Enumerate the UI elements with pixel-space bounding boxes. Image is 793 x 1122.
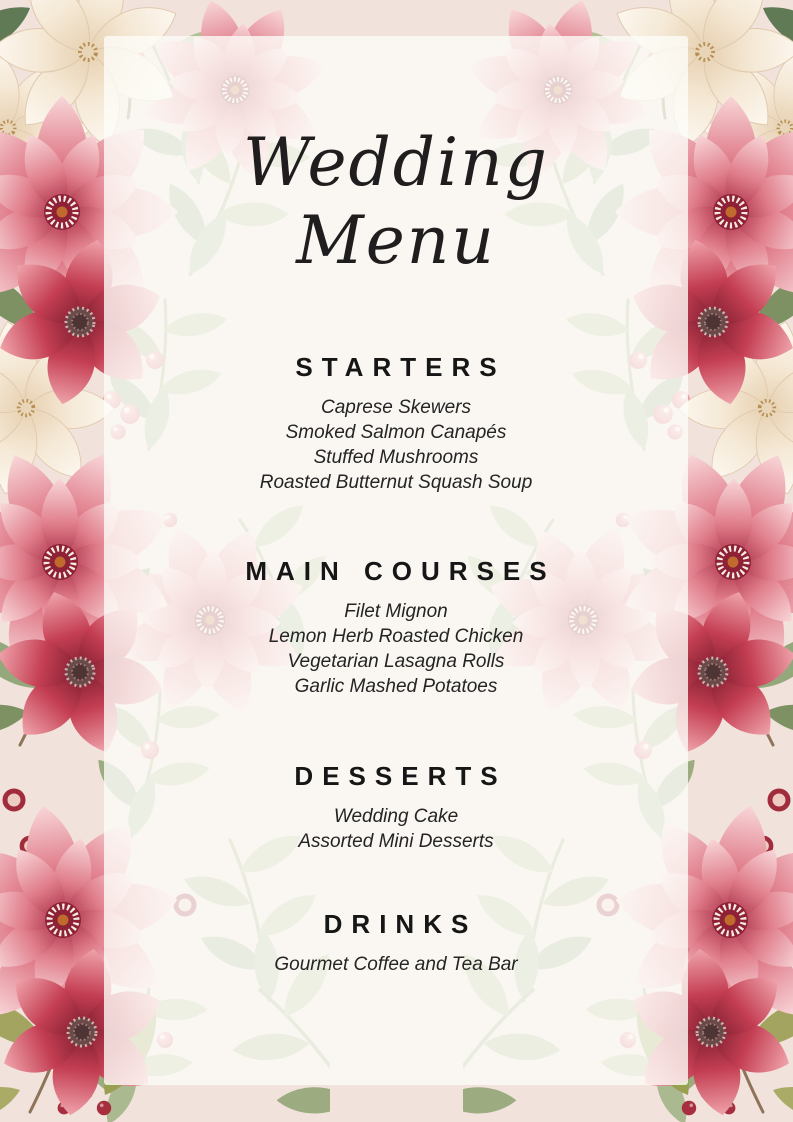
- section-main-courses: [104, 556, 688, 699]
- section-starters: [104, 352, 688, 495]
- section-heading-desserts: DESSERTS: [294, 761, 507, 791]
- menu-item: Lemon Herb Roasted Chicken: [268, 626, 524, 647]
- menu-item: Stuffed Mushrooms: [313, 447, 479, 468]
- menu-item: Wedding Cake: [333, 806, 459, 827]
- menu-item: Caprese Skewers: [321, 397, 471, 418]
- menu-title: [104, 124, 688, 280]
- section-heading-starters: STARTERS: [295, 352, 506, 382]
- menu-item: Smoked Salmon Canapés: [285, 422, 507, 443]
- section-heading-main-courses: MAIN COURSES: [245, 556, 556, 586]
- menu-item: Vegetarian Lasagna Rolls: [287, 651, 505, 672]
- menu-card: [104, 36, 688, 1085]
- menu-item: Roasted Butternut Squash Soup: [259, 472, 533, 493]
- menu-title-line-2: Menu: [296, 202, 496, 279]
- section-desserts: [104, 761, 688, 854]
- section-heading-drinks: DRINKS: [323, 909, 478, 939]
- section-drinks: [104, 909, 688, 977]
- menu-item: Filet Mignon: [344, 601, 448, 622]
- menu-item: Assorted Mini Desserts: [298, 831, 494, 852]
- menu-item: Garlic Mashed Potatoes: [294, 676, 498, 697]
- menu-item: Gourmet Coffee and Tea Bar: [274, 954, 518, 975]
- menu-title-line-1: Wedding: [243, 124, 549, 201]
